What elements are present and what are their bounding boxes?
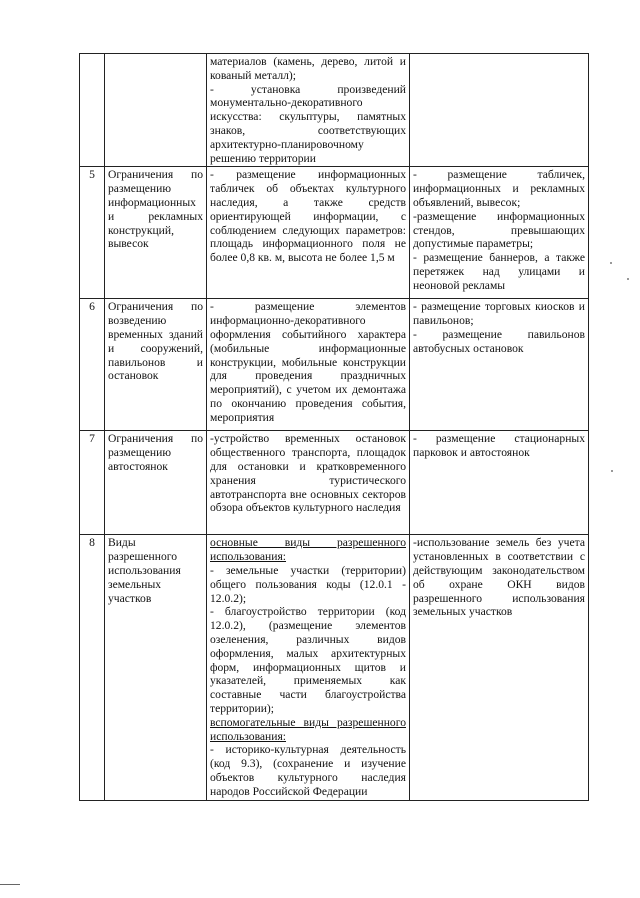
scan-mark xyxy=(610,262,612,264)
table-row xyxy=(80,167,589,299)
prohibited-cell xyxy=(410,431,589,535)
permitted-cell xyxy=(207,167,410,299)
row-number: 7 xyxy=(80,431,105,535)
cell-paragraph: - размещение табличек, информационных и рекламных объявлений, вывесок; xyxy=(413,168,585,209)
row-title: Ограничения по возведению временных зданий и сооружений, павильонов и остановок xyxy=(105,299,207,431)
permitted-cell xyxy=(207,299,410,431)
cell-paragraph: -устройство временных остановок общественного транспорта, площадок для остановки и кратковременного хранения туристического автотранспорта вне основных секторов обзора объектов культурного наследия xyxy=(210,432,406,515)
row-title: Ограничения по размещению автостоянок xyxy=(105,431,207,535)
prohibited-cell xyxy=(410,167,589,299)
section-heading: вспомогательные виды разрешенного использования: xyxy=(210,715,406,743)
cell-paragraph: - благоустройство территории (код 12.0.2), (размещение элементов озеленения, различных видов оформления, малых архитектурных форм, информационных щитов и указателей, применяемых как составные части благоустройства территории); xyxy=(210,605,406,715)
cell-paragraph: - размещение павильонов автобусных остановок xyxy=(413,327,585,355)
cell-paragraph: - размещение элементов информационно-декоративного оформления событийного характера (мобильные информационные конструкции, мобильные конструкции для проведения праздничных мероприятий), с учетом их демонтажа по окончанию проведения события, мероприятия xyxy=(210,300,406,424)
table-row xyxy=(80,535,589,800)
cell-paragraph: - размещение стационарных парковок и автостоянок xyxy=(413,432,585,460)
row-number: 8 xyxy=(80,535,105,800)
cell-paragraph: - установка произведений монументально-декоративного искусства: скульптуры, памятных знаков, соответствующих архитектурно-планировочному решению территории xyxy=(210,82,406,165)
row-title: Ограничения по размещению информационных и рекламных конструкций, вывесок xyxy=(105,167,207,299)
table-row xyxy=(80,54,589,167)
row-number: 5 xyxy=(80,167,105,299)
restrictions-table xyxy=(79,53,589,801)
prohibited-cell xyxy=(410,299,589,431)
scan-mark xyxy=(0,884,20,885)
permitted-cell xyxy=(207,431,410,535)
cell-paragraph: - размещение торговых киосков и павильонов; xyxy=(413,300,585,328)
permitted-cell xyxy=(207,535,410,800)
cell-paragraph: материалов (камень, дерево, литой и кованый металл); xyxy=(210,55,406,82)
section-heading: основные виды разрешенного использования: xyxy=(210,536,406,564)
row-number: 6 xyxy=(80,299,105,431)
cell-paragraph: - размещение баннеров, а также перетяжек над улицами и неоновой рекламы xyxy=(413,251,585,292)
row-title xyxy=(105,54,207,167)
table-row xyxy=(80,431,589,535)
cell-paragraph: - историко-культурная деятельность (код 9.3), (сохранение и изучение объектов культурного наследия народов Российской Федерации xyxy=(210,743,406,798)
row-title: Виды разрешенного использования земельных участков xyxy=(105,535,207,800)
cell-paragraph: - размещение информационных табличек об объектах культурного наследия, а также средств ориентирующей информации, с соблюдением следующих параметров: площадь информационного поля не более 0,8 кв. м, высота не более 1,5 м xyxy=(210,168,406,265)
prohibited-cell xyxy=(410,535,589,800)
table-row xyxy=(80,299,589,431)
permitted-cell xyxy=(207,54,410,167)
row-number xyxy=(80,54,105,167)
scan-mark xyxy=(627,278,629,280)
cell-paragraph: -размещение информационных стендов, превышающих допустимые параметры; xyxy=(413,209,585,251)
cell-paragraph: - земельные участки (территории) общего пользования коды (12.0.1 - 12.0.2); xyxy=(210,563,406,605)
scan-mark xyxy=(611,470,613,472)
cell-paragraph: -использование земель без учета установленных в соответствии с действующим законодательством об охране ОКН видов разрешенного использования земельных участков xyxy=(413,536,585,619)
prohibited-cell xyxy=(410,54,589,167)
